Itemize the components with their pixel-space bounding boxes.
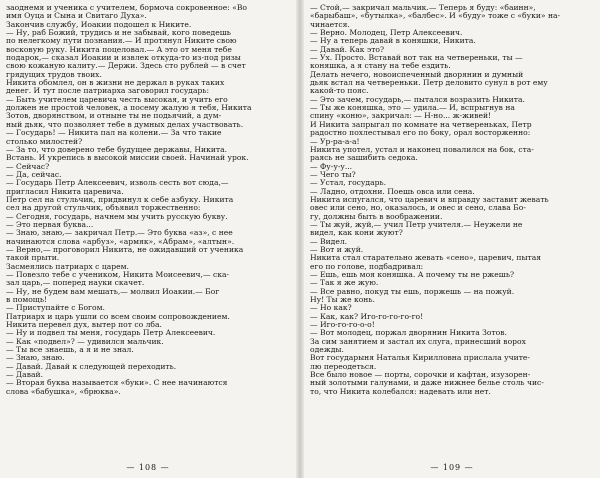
text-line: — Иго-го-го-о-о!	[310, 320, 375, 330]
text-line: — Давай.	[6, 370, 43, 380]
text-line: то, что Никита колебался: надевать или нет.	[310, 386, 491, 396]
text-line: Никита стал старательно жевать «сено», царевич, пытая	[310, 253, 542, 263]
text-line: — Но как?	[310, 303, 352, 313]
text-line: должен не простой человек, а посему жалую я тебя, Никита	[6, 103, 252, 113]
text-line: «барыбаш», «бутылка», «балбес». И «буду» тоже с «буки» на-	[310, 11, 561, 21]
text-line: Патриарх и царь ушли со всем своим сопровождением.	[6, 311, 230, 321]
text-line: — Ух. Просто. Вставай вот так на четвереньки, ты —	[310, 53, 523, 63]
text-line: одежды.	[310, 345, 344, 355]
text-line: — Ну, раб Божий, трудись и не забывай, кого поведешь	[6, 28, 231, 38]
text-line: спину «коню», закричал: — Н-но... ж-живей!	[310, 111, 492, 121]
text-line: начинаются слова «арбуз», «армяк», «Абрам», «алтын».	[6, 236, 235, 246]
text-line: зал царь,— поперед науки скачет.	[6, 278, 145, 288]
text-line: — Стой,— закричал мальчик.— Теперь я буду: «баинн»,	[310, 4, 536, 12]
left-page	[6, 4, 290, 474]
text-line: Никита перевел дух, вытер пот со лба.	[6, 320, 162, 330]
text-line: — Ты же коняшка, это — удила.— И, вспрыгнув на	[310, 103, 515, 113]
text-line: — Ладно, отдохни. Поешь овса или сена.	[310, 186, 475, 196]
text-line: раясь не зашибить седока.	[310, 153, 418, 163]
text-line: Зотов, дворянством, и отныне ты не подьячий, а дум-	[6, 111, 222, 121]
text-line: — Ну и подвел ты меня, государь Петр Алексеевич.	[6, 328, 216, 338]
text-line: пригласил Никита царевича.	[6, 186, 124, 196]
text-line: — Государь Петр Алексеевич, изволь сесть вот сюда,—	[6, 178, 229, 188]
text-line: — Вторая буква называется «буки». С нее начинаются	[6, 378, 228, 388]
text-line: — Да, сейчас.	[6, 169, 62, 179]
text-line: Никита употел, устал и наконец повалился на бок, ста-	[310, 144, 534, 154]
text-line: Вот государыня Наталья Кирилловна прислала учите-	[310, 353, 530, 363]
text-line: — За то, что доверено тебе будущее державы, Никита.	[6, 144, 228, 154]
text-line: Никита обомлел, он в жизни не держал в руках таких	[6, 78, 225, 88]
text-line: — Чего ты?	[310, 169, 356, 179]
text-line: — Ты жуй, жуй,— учил Петр учителя.— Неужели не	[310, 219, 523, 229]
right-page	[310, 4, 594, 474]
text-line: грядущих трудов твоих.	[6, 69, 102, 79]
text-line: Встань. И укрепись в высокой миссии своей. Начинай урок.	[6, 153, 249, 163]
text-line: имя Оуца и Сына и Свитаго Духа».	[6, 11, 147, 21]
text-line: чинается.	[310, 19, 350, 29]
text-line: — Государь! — Никита пал на колени.— За что такие	[6, 128, 222, 138]
book-gutter	[296, 0, 304, 478]
text-line: — Давай. Давай к следующей переходить.	[6, 361, 177, 371]
text-line: — Вот и жуй.	[310, 244, 364, 254]
text-line: подарок,— сказал Иоакии и извлек откуда-то из-под ризы	[6, 53, 241, 63]
text-line: радостно похлестывал его по боку, орал восторженно:	[310, 128, 531, 138]
text-line: Никита испугался, что царевич и вправду заставит жевать	[310, 194, 549, 204]
text-line: — Как, как? Иго-го-го-го-го!	[310, 311, 424, 321]
text-line: видел, как кони жуют?	[310, 228, 403, 238]
text-line: — Ешь, ешь моя коняшка. А почему ты не ржешь?	[310, 270, 515, 279]
text-line: гу, должны быть в воображении.	[310, 211, 443, 221]
text-line: — Знаю, знаю.	[6, 353, 65, 363]
text-line: овес или сено, но, оказалось, и овес и сено, слава Бо-	[310, 203, 526, 213]
text-line: — Ур-ра-а-а!	[310, 136, 360, 146]
text-line: такой прыти.	[6, 253, 60, 263]
text-line: столько милостей?	[6, 136, 83, 146]
text-line: — Устал, государь.	[310, 178, 387, 188]
text-line: слова «бабушка», «брюква».	[6, 386, 121, 396]
text-line: ный дьяк, что позволяет тебе в думных делах участвовать.	[6, 119, 244, 129]
text-line: Засмеялись патриарх с царем.	[6, 261, 129, 271]
text-line: Делать нечего, новоиспеченный дворянин и думный	[310, 69, 524, 79]
text-line: — Повезло тебе с учеником, Никита Моисеевич,— ска-	[6, 270, 230, 279]
text-line: заоднемя и ученика с учителем, бормоча сокровенное: «Во	[6, 4, 247, 12]
right-page-number: — 109 —	[430, 463, 474, 472]
text-line: его по голове, подбадривал:	[310, 261, 424, 271]
text-line: коняшка, а я стану на тебе ездить.	[310, 61, 451, 71]
text-line: Закончив службу, Иоакии подошел к Никите.	[6, 19, 192, 29]
left-page-number: — 108 —	[126, 463, 170, 472]
text-line: ный золотыми галунами, и даже нижнее белье столь чис-	[310, 378, 544, 388]
text-line: денег. И тут после патриарха заговорил государь:	[6, 86, 210, 96]
text-line: восковую руку. Никита поцеловал.— А это от меня тебе	[6, 44, 232, 54]
text-line: дьяк встал на четвереньки. Петр деловито сунул в рот ему	[310, 78, 548, 88]
text-line: За сим занятием и застал их слуга, принесший ворох	[310, 336, 526, 346]
text-line: И Никита запрыгал по комнате на четвереньках, Петр	[310, 119, 532, 129]
left-page-text	[6, 4, 290, 396]
text-line: — Верно. Молодец, Петр Алексеевич.	[310, 28, 463, 38]
text-line: Ну! Ты же конь.	[310, 295, 375, 305]
text-line: — Ты все знаешь, а я и не знал.	[6, 345, 134, 355]
text-line: — Давай. Как это?	[310, 44, 385, 54]
text-line: — Ну, не будем вам мешать,— молвил Иоакии.— Бог	[6, 286, 220, 296]
text-line: — Знаю, знаю,— закричал Петр.— Это буква «аз», с нее	[6, 228, 233, 238]
text-line: — Все равно, покуд ты ешь, поржешь — на пожуй.	[310, 286, 515, 296]
text-line: — Это первая буква...	[6, 219, 94, 229]
text-line: — Ну а теперь давай в коняшки, Никита.	[310, 36, 476, 46]
text-line: — Сегодня, государь, начнем мы учить русскую букву.	[6, 211, 228, 221]
text-line: — Верно,— проговорил Никита, не ожидавший от ученика	[6, 244, 244, 254]
text-line: — Как «подвел»? — удивился мальчик.	[6, 336, 164, 346]
text-line: — Это зачем, государь,— пытался возразить Никита.	[310, 94, 525, 104]
text-line: — Быть учителем царевича честь высокая, и учить его	[6, 94, 228, 104]
text-line: — Приступайте с Богом.	[6, 303, 105, 313]
text-line: — Вот молодец, поржал дворянин Никита Зотов.	[310, 328, 507, 338]
text-line: сел на другой стульчик, объявил торжественно:	[6, 203, 201, 213]
text-line: Петр сел на стульчик, придвинул к себе азбуку. Никита	[6, 194, 234, 204]
text-line: какой-то пояс.	[310, 86, 369, 96]
text-line: по нелегкому пути познания.— И протянул Никите свою	[6, 36, 237, 46]
text-line: — Сейчас?	[6, 161, 50, 171]
text-line: в помощь!	[6, 295, 48, 305]
right-page-text	[310, 4, 594, 396]
text-line: Все было новое — порты, сорочки и кафтан, изузорен-	[310, 370, 531, 380]
text-line: — Так я же жую.	[310, 278, 379, 288]
text-line: свою кожаную калиту.— Держи. Здесь сто рублей — в счет	[6, 61, 246, 71]
text-line: — Фу-у-у...	[310, 161, 353, 171]
text-line: — Видел.	[310, 236, 348, 246]
text-line: лю переодеться.	[310, 361, 377, 371]
